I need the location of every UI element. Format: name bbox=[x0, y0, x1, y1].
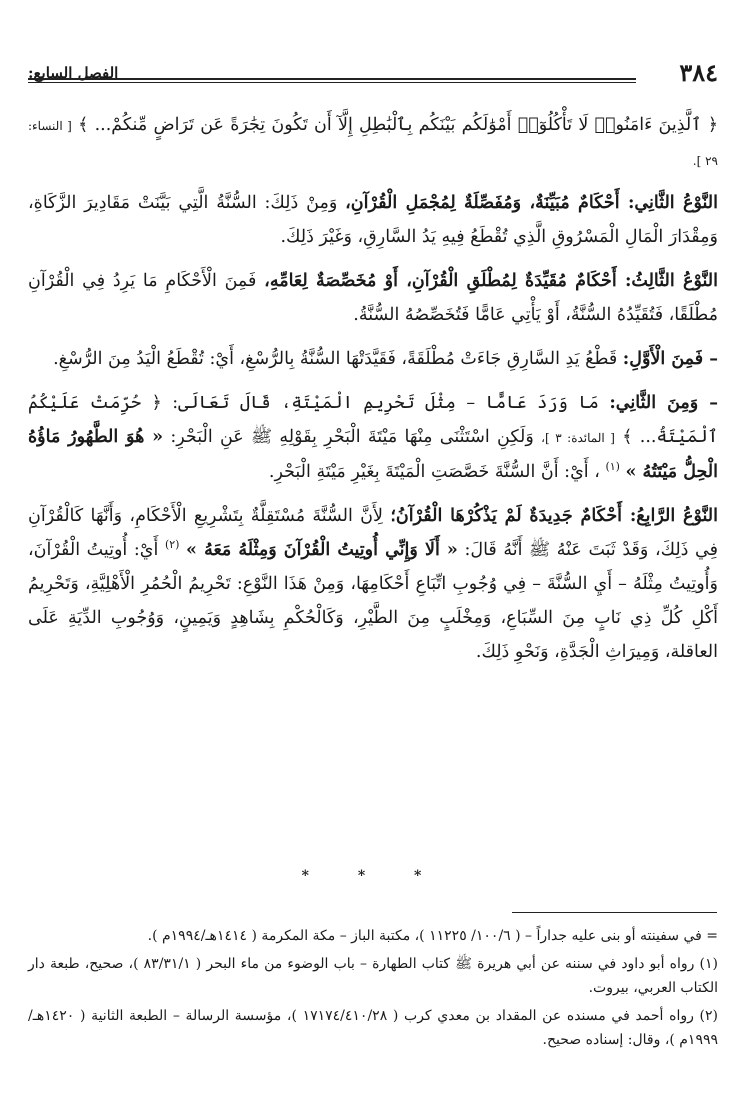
header-rule-thin bbox=[28, 82, 636, 83]
quran-open-bracket: ﴿ bbox=[707, 115, 718, 135]
page-number: ٣٨٤ bbox=[679, 58, 718, 87]
type-two-body: وَمِنْ ذَلِكَ: السُّنَّةُ الَّتِي بَيَّنَتْ مَقَادِيرَ الزَّكَاةِ، وَمِقْدَارَ الْمَالِ الْمَسْرُوقِ الَّذِي تُقْطَعُ فِيهِ يَدُ السَّارِقِ، وَغَيْرَ ذَلِكَ. bbox=[28, 193, 718, 247]
first-example-body: قَطْعُ يَدِ السَّارِقِ جَاءَتْ مُطْلَقَةً، فَقَيَّدَتْهَا السُّنَّةُ بِالرُّسْغِ، أَيْ: تُقْطَعُ الْيَدُ مِنَ الرُّسْغِ. bbox=[53, 349, 618, 369]
type-four-body-2: أَيْ: أُوتِيتُ الْقُرْآنَ، وَأُوتِيتُ مِثْلَهُ – أَيِ السُّنَّةَ – فِي وُجُوبِ اتِّبَاعِ أَحْكَامِهَا، وَمِنْ هَذَا النَّوْعِ: تَحْرِيمُ الْحُمُرِ الْأَهْلِيَّةِ، وَتَحْرِيمُ أَكْلِ كُلِّ ذِي نَابٍ مِنَ السِّبَاعِ، وَمِخْلَبٍ مِنَ الطَّيْرِ، وَكَالْحُكْمِ بِشَاهِدٍ وَيَمِينٍ، وَوُجُوبِ الدِّيَةِ عَلَى العاقلة، وَمِيرَاثِ الْجَدَّةِ، وَنَحْوِ ذَلِكَ. bbox=[28, 540, 718, 662]
header-rule-thick bbox=[28, 78, 636, 80]
section-separator: * * * bbox=[301, 868, 444, 884]
footnote-ref-1: (١) bbox=[605, 460, 620, 474]
main-text bbox=[28, 108, 718, 679]
second-example-body-3: ، أَيْ: أَنَّ السُّنَّةَ خَصَّصَتِ الْمَيْتَةَ بِغَيْرِ مَيْتَةِ الْبَحْرِ. bbox=[268, 462, 600, 482]
footnote-divider bbox=[512, 912, 717, 913]
quran-close-bracket: ﴾ bbox=[78, 115, 89, 135]
page-header bbox=[28, 58, 718, 88]
footnote-1: (١) رواه أبو داود في سننه عن أبي هريرة ﷺ كتاب الطهارة – باب الوضوء من ماء البحر ( ٨٣/٣١/١ )، صحيح، طبعة دار الكتاب العربي، بيروت. bbox=[28, 956, 719, 996]
footnote-ref-2: (٢) bbox=[164, 538, 180, 552]
paragraph-second-example bbox=[28, 386, 718, 489]
first-example-heading: – فَمِنَ الْأَوَّلِ: bbox=[622, 349, 718, 369]
paragraph-type-four bbox=[28, 499, 718, 669]
second-example-body-2: وَلَكِنِ اسْتَثْنَى مِنْهَا مَيْتَةَ الْبَحْرِ بِقَوْلِهِ ﷺ عَنِ الْبَحْرِ: bbox=[170, 427, 534, 447]
footnote-2: (٢) رواه أحمد في مسنده عن المقداد بن معدي كرب ( ١٧١٧٤/٤١٠/٢٨ )، مؤسسة الرسالة – الطبعة الثانية ( ١٤٢٠هـ/١٩٩٩م )، وقال: إسناده صحيح. bbox=[28, 1008, 718, 1048]
quran-verse: ٱلَّذِينَ ءَامَنُوا۟ لَا تَأْكُلُوٓا۟ أَمْوَٰلَكُم بَيْنَكُم بِٱلْبَٰطِلِ إِلَّآ أَن تَكُونَ تِجَٰرَةً عَن تَرَاضٍ مِّنكُمْ... bbox=[94, 115, 702, 135]
second-example-body-1: مَا وَرَدَ عَامًّا – مِثْلَ تَحْرِيمِ الْمَيْتَةِ، قَالَ تَعَالَى: bbox=[172, 393, 599, 413]
type-three-body: فَمِنَ الْأَحْكَامِ مَا يَرِدُ فِي الْقُرْآنِ مُطْلَقًا، فَتُقَيِّدُهُ السُّنَّةُ، أَوْ يَأْتِي عَامًّا فَتُخَصِّصُهُ السُّنَّةُ. bbox=[28, 271, 718, 325]
second-example-heading: – وَمِنَ الثَّانِي: bbox=[609, 393, 718, 413]
paragraph-quran-verse bbox=[28, 108, 718, 178]
type-four-body-1: لِأَنَّ السُّنَّةَ مُسْتَقِلَّةٌ بِتَشْرِيعِ الْأَحْكَامِ، وَأَنَّهَا كَالْقُرْآنِ فِي ذَلِكَ، وَقَدْ ثَبَتَ عَنْهُ ﷺ أَنَّهُ قَالَ: bbox=[28, 506, 718, 560]
hadith-sea: « هُوَ الطَّهُورُ مَاؤُهُ الْحِلُّ مَيْتَتُهُ » bbox=[28, 427, 718, 482]
footnote-continued: = في سفينته أو بنى عليه جداراً – ( ١٠٠/٦/ ١١٢٢٥ )، مكتبة الباز – مكة المكرمة ( ١٤١٤هـ/١٩٩٤م ). bbox=[147, 928, 718, 944]
footnotes bbox=[28, 924, 718, 1056]
verse-reference-maida: [ المائدة: ٣ ]، bbox=[541, 431, 615, 445]
type-three-heading: النَّوْعُ الثَّالِثُ: أَحْكَامٌ مُقَيِّدَةٌ لِمُطْلَقِ الْقُرْآنِ، أَوْ مُخَصِّصَةٌ لِعَامِّهِ، bbox=[264, 271, 718, 291]
chapter-title: الفصل السابع: bbox=[28, 64, 119, 82]
hadith-quran-like: « أَلَا وَإِنِّي أُوتِيتُ الْقُرْآنَ وَمِثْلَهُ مَعَهُ » bbox=[186, 540, 458, 560]
paragraph-type-three bbox=[28, 264, 718, 332]
type-four-heading: النَّوْعُ الرَّابِعُ: أَحْكَامٌ جَدِيدَةٌ لَمْ يَذْكُرْهَا الْقُرْآنُ؛ bbox=[390, 506, 718, 526]
type-two-heading: النَّوْعُ الثَّانِي: أَحْكَامٌ مُبَيِّنَةٌ، وَمُفَصِّلَةٌ لِمُجْمَلِ الْقُرْآنِ، bbox=[345, 193, 718, 213]
verse-reference: [ النساء: ٢٩ ]. bbox=[28, 119, 718, 168]
paragraph-type-two bbox=[28, 186, 718, 254]
quran-verse-maida: ﴿ حُرِّمَتْ عَلَيْكُمُ ٱلْمَيْتَةُ... ﴾ bbox=[28, 393, 718, 447]
paragraph-first-example bbox=[28, 342, 718, 376]
